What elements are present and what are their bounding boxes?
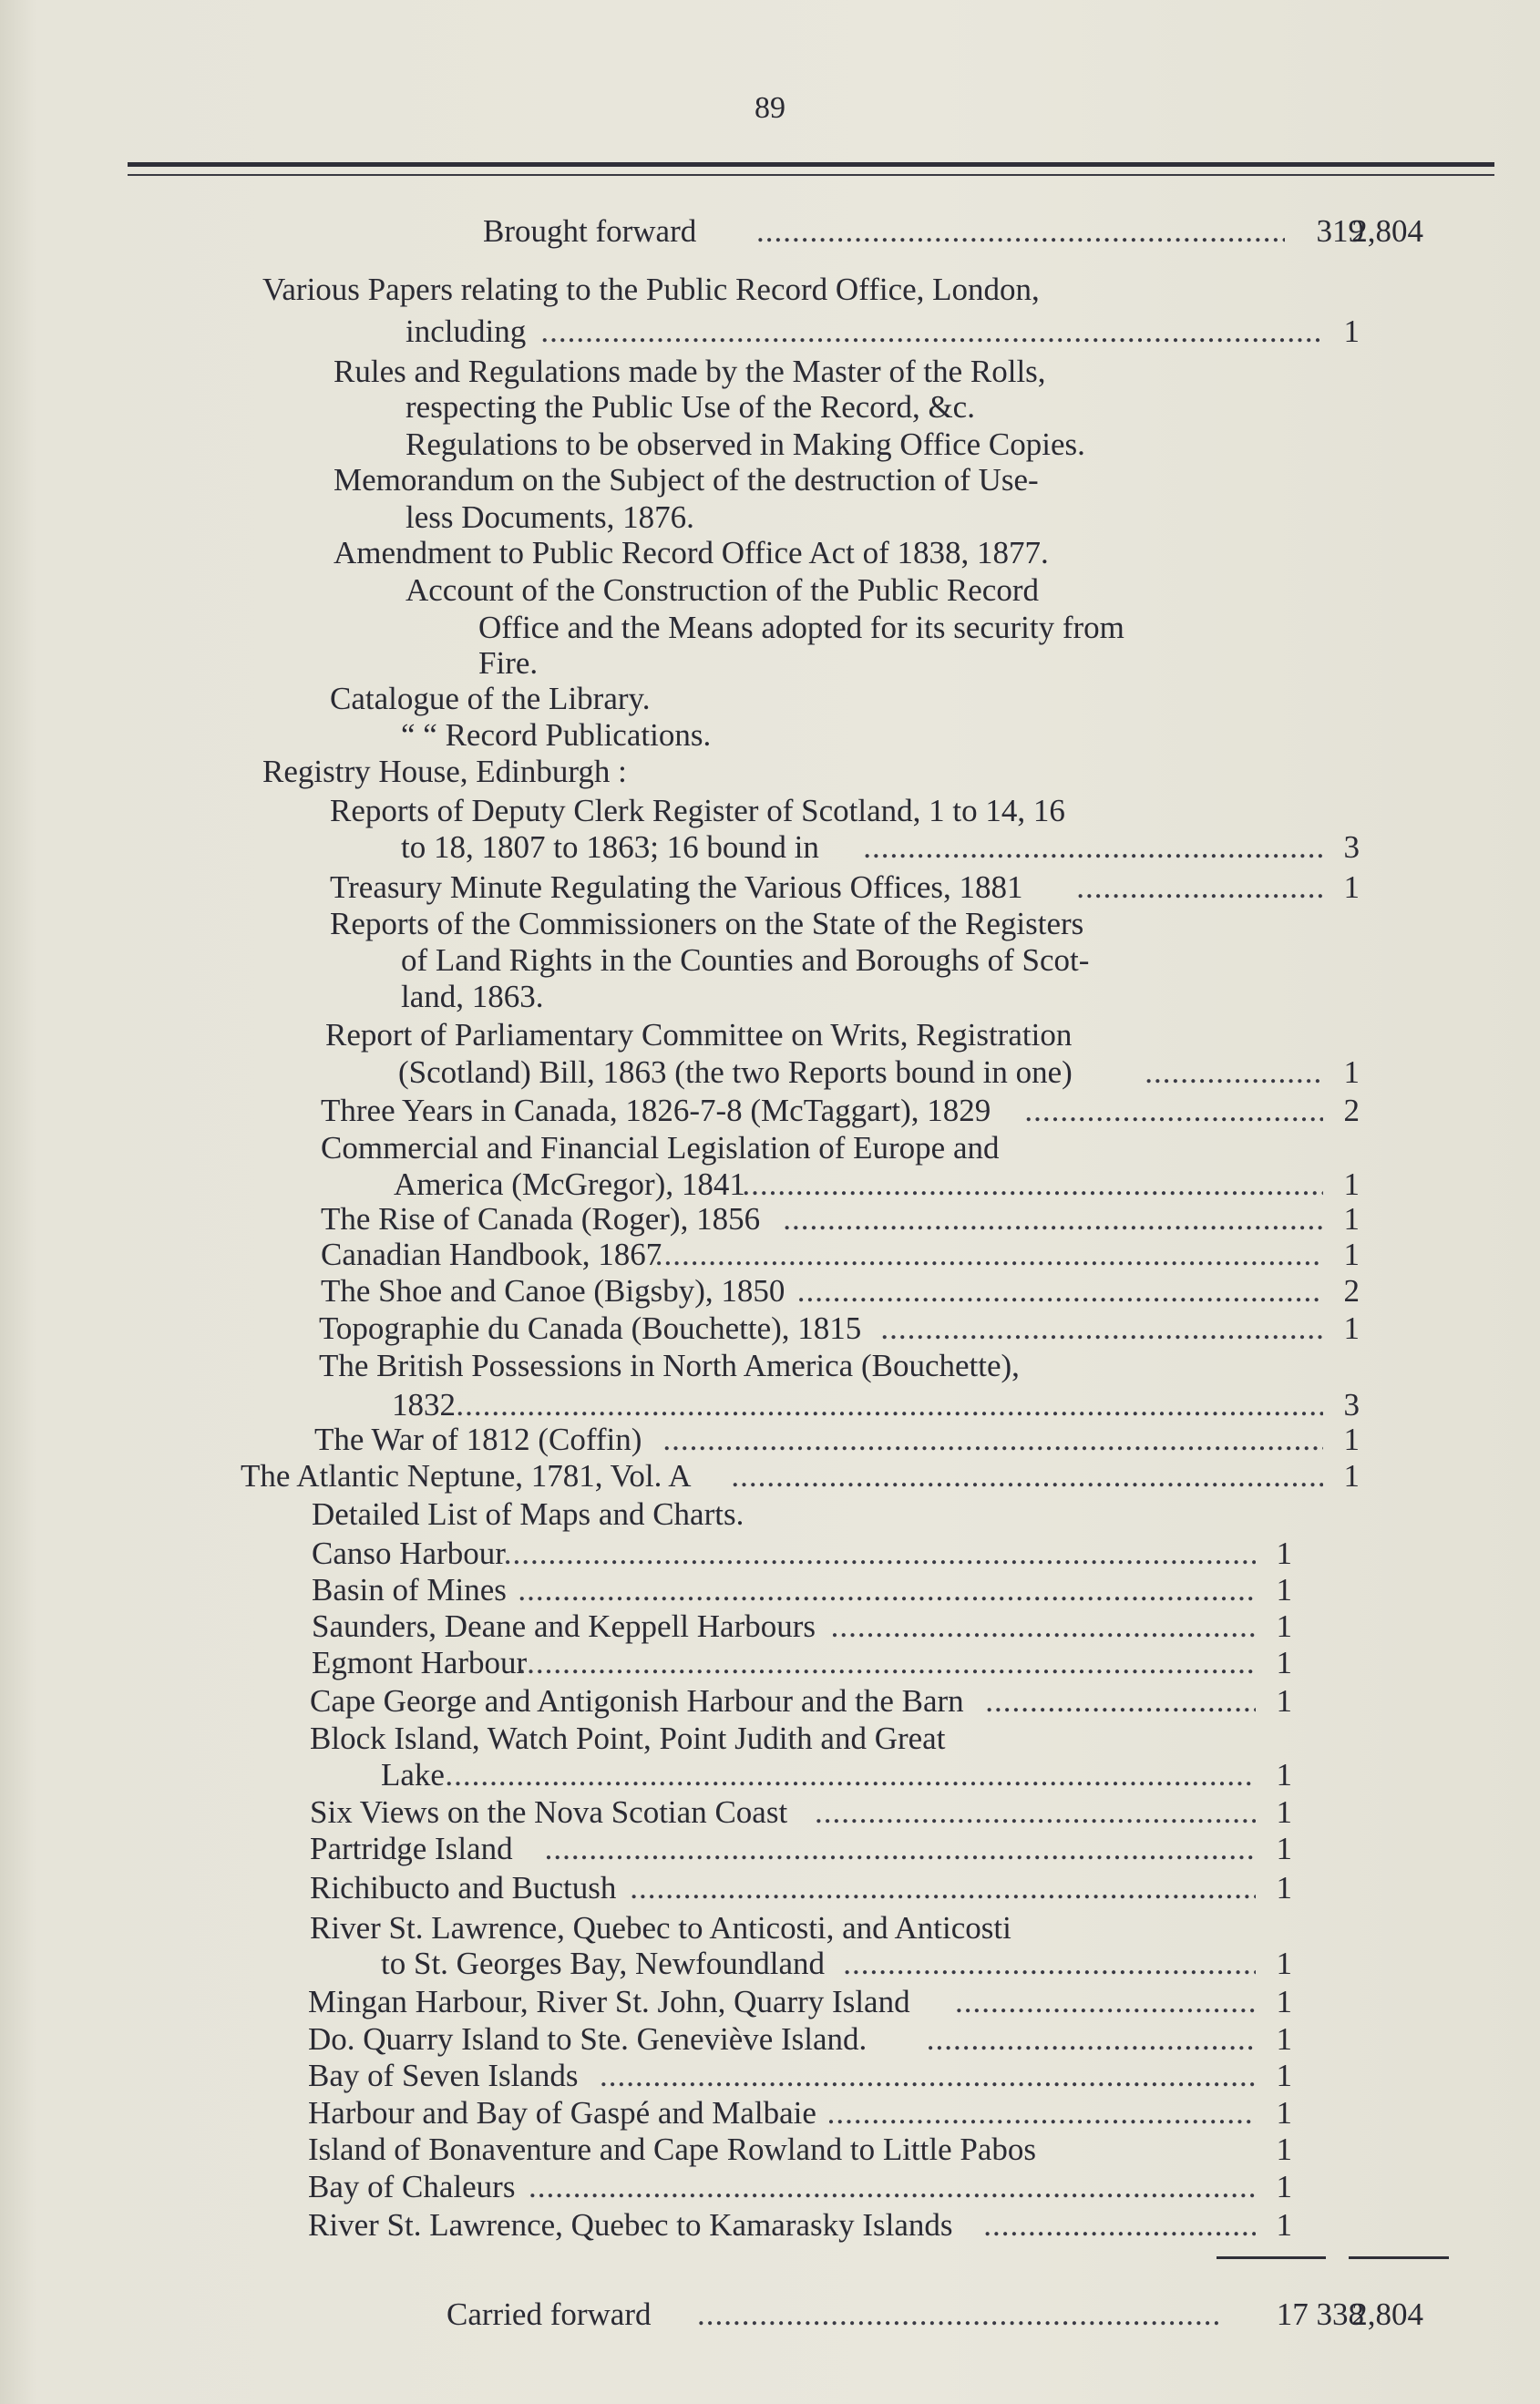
entry-row — [0, 1309, 1540, 1349]
entry-row — [0, 1495, 1540, 1535]
entry-quantity: 1 — [1276, 1831, 1292, 1866]
entry-title: Reports of the Commissioners on the State of the Registers — [330, 906, 1084, 941]
entry-title: The War of 1812 (Coffin) — [314, 1422, 642, 1457]
sum-rule-col1 — [1217, 2256, 1326, 2259]
entry-row — [0, 1570, 1540, 1610]
entry-quantity: 1 — [1343, 1422, 1360, 1457]
entry-row — [0, 1607, 1540, 1647]
leader-dots — [1024, 1091, 1323, 1131]
entry-title: Block Island, Watch Point, Point Judith and Great — [310, 1721, 946, 1756]
entry-row — [0, 2167, 1540, 2207]
entry-row — [0, 868, 1540, 908]
leader-dots — [863, 827, 1323, 868]
entry-quantity: 1 — [1276, 1572, 1292, 1608]
entry-row — [0, 940, 1540, 981]
entry-title: Cape George and Antigonish Harbour and the Barn — [310, 1683, 964, 1719]
entry-title: Report of Parliamentary Committee on Writs, Registration — [325, 1017, 1073, 1053]
entry-title: Detailed List of Maps and Charts. — [312, 1496, 744, 1532]
leader-dots — [1076, 868, 1323, 908]
entry-row — [0, 904, 1540, 944]
entry-row — [0, 1534, 1540, 1574]
entry-title: Mingan Harbour, River St. John, Quarry Island — [308, 1984, 910, 2019]
entry-row — [0, 1755, 1540, 1795]
entry-title: Bay of Chaleurs — [308, 2169, 516, 2204]
leader-dots — [831, 1607, 1256, 1647]
entry-title: America (McGregor), 1841 — [394, 1166, 745, 1202]
entry-title: Regulations to be observed in Making Office Copies. — [406, 426, 1085, 462]
entry-title: Island of Bonaventure and Cape Rowland to Little Pabos — [308, 2132, 1037, 2167]
entry-title: 1832 — [392, 1387, 456, 1423]
entry-title: (Scotland) Bill, 1863 (the two Reports bound in one) — [398, 1054, 1073, 1090]
entry-row — [0, 498, 1540, 538]
entry-title: to 18, 1807 to 1863; 16 bound in — [401, 829, 819, 865]
entry-row — [0, 1128, 1540, 1168]
entry-row — [0, 2019, 1540, 2060]
brought-forward-col1: 319 — [1316, 213, 1364, 249]
entry-row — [0, 312, 1540, 352]
entry-quantity: 2 — [1343, 1093, 1360, 1128]
entry-quantity: 1 — [1276, 2207, 1292, 2243]
header-rule-thin — [128, 174, 1494, 176]
carried-forward-label: Carried forward — [447, 2296, 652, 2332]
entry-quantity: 1 — [1343, 1054, 1360, 1090]
entry-row — [0, 570, 1540, 611]
entry-row — [0, 425, 1540, 465]
entry-row — [0, 1346, 1540, 1386]
entry-row — [0, 679, 1540, 719]
leader-dots — [983, 2205, 1256, 2245]
entry-quantity: 1 — [1343, 1310, 1360, 1346]
entry-row — [0, 1944, 1540, 1984]
leader-dots — [518, 1570, 1256, 1610]
entry-title: Do. Quarry Island to Ste. Geneviève Island. — [308, 2021, 868, 2057]
entry-title: Lake — [381, 1757, 445, 1793]
entry-row — [0, 1829, 1540, 1869]
leader-dots — [697, 2295, 1221, 2335]
entry-quantity: 1 — [1343, 1458, 1360, 1494]
entry-row — [0, 2056, 1540, 2096]
entry-row — [0, 1908, 1540, 1948]
entry-title: Richibucto and Buctush — [310, 1870, 617, 1906]
entry-title: Catalogue of the Library. — [330, 681, 651, 716]
entry-quantity: 3 — [1343, 1387, 1360, 1423]
entry-title: Memorandum on the Subject of the destruction of Use- — [334, 462, 1039, 498]
entry-title: The Atlantic Neptune, 1781, Vol. A — [241, 1458, 692, 1494]
sum-rule-col2 — [1349, 2256, 1449, 2259]
entry-title: land, 1863. — [401, 979, 544, 1014]
brought-forward-row — [0, 211, 1540, 252]
entry-quantity: 3 — [1343, 829, 1360, 865]
entry-quantity: 1 — [1343, 313, 1360, 349]
leader-dots — [880, 1309, 1323, 1349]
entry-row — [0, 460, 1540, 500]
leader-dots — [797, 1271, 1323, 1311]
entry-quantity: 1 — [1276, 2169, 1292, 2204]
leader-dots — [529, 2167, 1256, 2207]
entry-row — [0, 608, 1540, 648]
entry-title: Fire. — [478, 645, 539, 681]
page-number: 89 — [755, 91, 785, 125]
entry-title: The Rise of Canada (Roger), 1856 — [321, 1201, 761, 1237]
entry-title: Saunders, Deane and Keppell Harbours — [312, 1608, 816, 1644]
leader-dots — [1145, 1053, 1323, 1093]
entry-row — [0, 1235, 1540, 1275]
entry-quantity: 1 — [1276, 2058, 1292, 2093]
leader-dots — [445, 1755, 1256, 1795]
entry-title: less Documents, 1876. — [406, 499, 694, 535]
header-rule-thick — [128, 162, 1494, 167]
entry-title: Office and the Means adopted for its security from — [478, 610, 1124, 645]
entry-row — [0, 1420, 1540, 1460]
entry-row — [0, 1456, 1540, 1496]
entry-title: Three Years in Canada, 1826-7-8 (McTaggart), 1829 — [321, 1093, 991, 1128]
entry-title: respecting the Public Use of the Record, &c. — [406, 389, 975, 425]
leader-dots — [756, 211, 1285, 252]
entry-row — [0, 1868, 1540, 1908]
entry-quantity: 1 — [1343, 1237, 1360, 1272]
entry-row — [0, 715, 1540, 755]
leader-dots — [545, 1829, 1256, 1869]
leader-dots — [927, 2019, 1256, 2060]
entry-quantity: 1 — [1276, 1984, 1292, 2019]
entry-quantity: 1 — [1343, 1166, 1360, 1202]
entry-quantity: 1 — [1343, 1201, 1360, 1237]
entry-quantity: 1 — [1276, 1870, 1292, 1906]
leader-dots — [518, 1643, 1256, 1683]
entry-title: Canadian Handbook, 1867 — [321, 1237, 662, 1272]
carried-forward-col1: 17 338 — [1276, 2296, 1364, 2332]
leader-dots — [504, 1534, 1256, 1574]
leader-dots — [827, 2093, 1256, 2133]
entry-quantity: 1 — [1276, 1794, 1292, 1830]
entry-row — [0, 977, 1540, 1017]
entry-quantity: 1 — [1276, 1757, 1292, 1793]
entry-title: Bay of Seven Islands — [308, 2058, 579, 2093]
entry-title: Six Views on the Nova Scotian Coast — [310, 1794, 788, 1830]
entry-quantity: 2 — [1343, 1273, 1360, 1309]
entry-title: Egmont Harbour — [312, 1645, 528, 1680]
entry-row — [0, 1271, 1540, 1311]
entry-row — [0, 2093, 1540, 2133]
entry-quantity: 1 — [1276, 2021, 1292, 2057]
leader-dots — [662, 1420, 1323, 1460]
entry-row — [0, 1015, 1540, 1055]
entry-title: “ “ Record Publications. — [401, 717, 712, 753]
entry-title: Various Papers relating to the Public Record Office, London, — [262, 272, 1040, 307]
entry-row — [0, 1091, 1540, 1131]
entry-row — [0, 1643, 1540, 1683]
entry-title: Topographie du Canada (Bouchette), 1815 — [319, 1310, 862, 1346]
entry-title: Canso Harbour — [312, 1536, 506, 1571]
entry-row — [0, 2130, 1540, 2170]
entry-row — [0, 827, 1540, 868]
entry-title: Rules and Regulations made by the Master of the Rolls, — [334, 354, 1046, 389]
entry-row — [0, 1719, 1540, 1759]
entry-quantity: 1 — [1276, 1608, 1292, 1644]
entry-quantity: 1 — [1276, 1536, 1292, 1571]
entry-title: Harbour and Bay of Gaspé and Malbaie — [308, 2095, 816, 2131]
leader-dots — [540, 312, 1323, 352]
leader-dots — [843, 1944, 1256, 1984]
entry-row — [0, 643, 1540, 683]
entry-title: including — [406, 313, 527, 349]
entry-title: Account of the Construction of the Public Record — [406, 572, 1039, 608]
entry-title: to St. Georges Bay, Newfoundland — [381, 1946, 826, 1981]
entry-row — [0, 387, 1540, 427]
entry-title: Reports of Deputy Clerk Register of Scotland, 1 to 14, 16 — [330, 793, 1065, 828]
leader-dots — [655, 1235, 1323, 1275]
entry-row — [0, 752, 1540, 792]
entry-title: Registry House, Edinburgh : — [262, 754, 627, 789]
entry-row — [0, 1053, 1540, 1093]
entry-quantity: 1 — [1343, 869, 1360, 905]
entry-quantity: 1 — [1276, 2132, 1292, 2167]
brought-forward-label: Brought forward — [483, 213, 697, 249]
entry-row — [0, 270, 1540, 310]
leader-dots — [815, 1793, 1256, 1833]
leader-dots — [955, 1982, 1256, 2022]
entry-row — [0, 1199, 1540, 1239]
entry-quantity: 1 — [1276, 1683, 1292, 1719]
entry-row — [0, 1681, 1540, 1721]
carried-forward-row — [0, 2295, 1540, 2335]
brought-forward-col2: 2,804 — [1351, 213, 1423, 249]
entry-title: River St. Lawrence, Quebec to Anticosti, and Anticosti — [310, 1910, 1011, 1946]
leader-dots — [600, 2056, 1256, 2096]
entry-title: Commercial and Financial Legislation of Europe and — [321, 1130, 1000, 1166]
entry-title: Amendment to Public Record Office Act of 1838, 1877. — [334, 535, 1049, 570]
leader-dots — [731, 1456, 1323, 1496]
leader-dots — [985, 1681, 1256, 1721]
entry-title: The British Possessions in North America (Bouchette), — [319, 1348, 1020, 1383]
entry-row — [0, 791, 1540, 831]
entry-title: Basin of Mines — [312, 1572, 507, 1608]
leader-dots — [783, 1199, 1323, 1239]
entry-row — [0, 1982, 1540, 2022]
entry-row — [0, 2205, 1540, 2245]
entry-title: Partridge Island — [310, 1831, 513, 1866]
entry-title: The Shoe and Canoe (Bigsby), 1850 — [321, 1273, 785, 1309]
entry-title: River St. Lawrence, Quebec to Kamarasky Islands — [308, 2207, 953, 2243]
entry-title: of Land Rights in the Counties and Boroughs of Scot- — [401, 942, 1090, 978]
entry-title: Treasury Minute Regulating the Various Offices, 1881 — [330, 869, 1023, 905]
carried-forward-col2: 2,804 — [1351, 2296, 1423, 2332]
entry-row — [0, 1793, 1540, 1833]
entry-quantity: 1 — [1276, 1645, 1292, 1680]
leader-dots — [630, 1868, 1256, 1908]
entry-quantity: 1 — [1276, 1946, 1292, 1981]
entry-row — [0, 533, 1540, 573]
entry-row — [0, 352, 1540, 392]
entry-quantity: 1 — [1276, 2095, 1292, 2131]
